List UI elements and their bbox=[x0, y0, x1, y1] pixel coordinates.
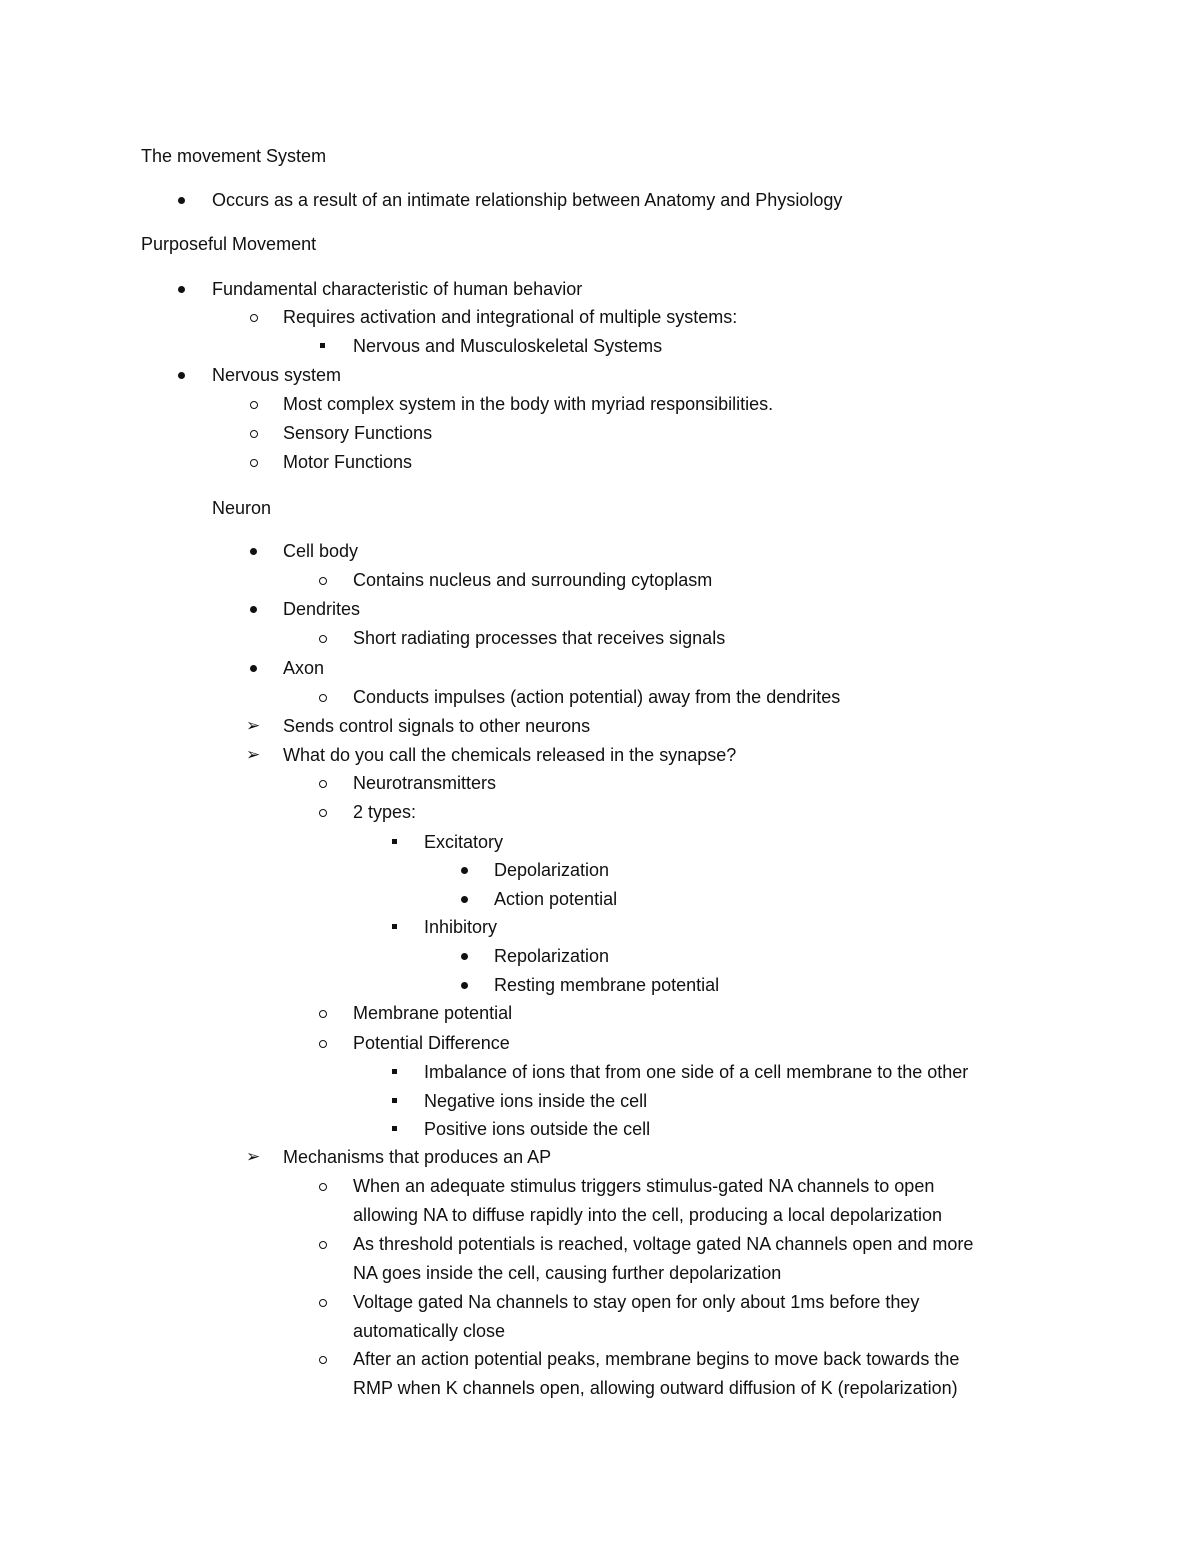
line-text: automatically close bbox=[353, 1321, 506, 1341]
line-text: RMP when K channels open, allowing outward diffusion of K (repolarization) bbox=[353, 1378, 958, 1398]
disc-bullet-icon bbox=[244, 536, 264, 566]
line-text: Excitatory bbox=[424, 832, 504, 852]
line-text: Contains nucleus and surrounding cytoplasm bbox=[353, 570, 713, 590]
circle-bullet-icon bbox=[244, 302, 264, 332]
line-text: What do you call the chemicals released in the synapse? bbox=[283, 745, 737, 765]
line-text: Action potential bbox=[494, 889, 618, 909]
line-text: allowing NA to diffuse rapidly into the cell, producing a local depolarization bbox=[353, 1205, 943, 1225]
square-bullet-icon bbox=[385, 1057, 405, 1087]
circle-bullet-icon bbox=[313, 565, 333, 595]
disc-bullet-icon bbox=[455, 855, 475, 885]
disc-bullet-icon bbox=[455, 941, 475, 971]
line-text: 2 types: bbox=[353, 802, 417, 822]
line-text: Positive ions outside the cell bbox=[424, 1119, 651, 1139]
line-text: Neurotransmitters bbox=[353, 773, 497, 793]
line-text: Dendrites bbox=[283, 599, 361, 619]
disc-bullet-icon bbox=[455, 970, 475, 1000]
line-text: Axon bbox=[283, 658, 325, 678]
circle-bullet-icon bbox=[313, 797, 333, 827]
circle-bullet-icon bbox=[313, 623, 333, 653]
disc-bullet-icon bbox=[244, 653, 264, 683]
line-text: Inhibitory bbox=[424, 917, 498, 937]
circle-bullet-icon bbox=[313, 1171, 333, 1201]
circle-bullet-icon bbox=[313, 768, 333, 798]
line-text: Mechanisms that produces an AP bbox=[283, 1147, 552, 1167]
square-bullet-icon bbox=[385, 1114, 405, 1144]
line-text: Most complex system in the body with myriad responsibilities. bbox=[283, 394, 774, 414]
disc-bullet-icon bbox=[455, 884, 475, 914]
disc-bullet-icon bbox=[172, 360, 192, 390]
line-text: Short radiating processes that receives signals bbox=[353, 628, 726, 648]
circle-bullet-icon bbox=[244, 447, 264, 477]
line-text: Sensory Functions bbox=[283, 423, 433, 443]
line-text: Motor Functions bbox=[283, 452, 413, 472]
circle-bullet-icon bbox=[313, 1028, 333, 1058]
square-bullet-icon bbox=[385, 827, 405, 857]
line-text: Repolarization bbox=[494, 946, 610, 966]
line-text: Nervous and Musculoskeletal Systems bbox=[353, 336, 663, 356]
line-text: Fundamental characteristic of human behavior bbox=[212, 279, 583, 299]
circle-bullet-icon bbox=[244, 418, 264, 448]
line-text: Resting membrane potential bbox=[494, 975, 720, 995]
circle-bullet-icon bbox=[313, 1229, 333, 1259]
line-text: Membrane potential bbox=[353, 1003, 513, 1023]
line-text: Imbalance of ions that from one side of a cell membrane to the other bbox=[424, 1062, 969, 1082]
line-text: Sends control signals to other neurons bbox=[283, 716, 591, 736]
arrow-bullet-icon bbox=[246, 711, 266, 741]
line-text: Purposeful Movement bbox=[141, 234, 317, 254]
arrow-bullet-icon bbox=[246, 740, 266, 770]
line-text: Potential Difference bbox=[353, 1033, 510, 1053]
line-text: When an adequate stimulus triggers stimulus-gated NA channels to open bbox=[353, 1176, 935, 1196]
disc-bullet-icon bbox=[244, 594, 264, 624]
circle-bullet-icon bbox=[313, 998, 333, 1028]
disc-bullet-icon bbox=[172, 274, 192, 304]
line-text: Occurs as a result of an intimate relationship between Anatomy and Physiology bbox=[212, 190, 843, 210]
line-text: Conducts impulses (action potential) away from the dendrites bbox=[353, 687, 841, 707]
line-text: Requires activation and integrational of multiple systems: bbox=[283, 307, 738, 327]
square-bullet-icon bbox=[313, 331, 333, 361]
line-text: NA goes inside the cell, causing further depolarization bbox=[353, 1263, 782, 1283]
line-text: Voltage gated Na channels to stay open for only about 1ms before they bbox=[353, 1292, 920, 1312]
line-text: Depolarization bbox=[494, 860, 610, 880]
disc-bullet-icon bbox=[172, 185, 192, 215]
circle-bullet-icon bbox=[313, 682, 333, 712]
arrow-bullet-icon bbox=[246, 1142, 266, 1172]
line-text: Nervous system bbox=[212, 365, 342, 385]
square-bullet-icon bbox=[385, 1086, 405, 1116]
line-text: After an action potential peaks, membrane begins to move back towards the bbox=[353, 1349, 960, 1369]
line-text: The movement System bbox=[141, 146, 327, 166]
circle-bullet-icon bbox=[244, 389, 264, 419]
line-text: Neuron bbox=[212, 498, 272, 518]
circle-bullet-icon bbox=[313, 1287, 333, 1317]
line-text: Cell body bbox=[283, 541, 359, 561]
circle-bullet-icon bbox=[313, 1344, 333, 1374]
line-text: Negative ions inside the cell bbox=[424, 1091, 648, 1111]
square-bullet-icon bbox=[385, 912, 405, 942]
line-text: As threshold potentials is reached, voltage gated NA channels open and more bbox=[353, 1234, 974, 1254]
